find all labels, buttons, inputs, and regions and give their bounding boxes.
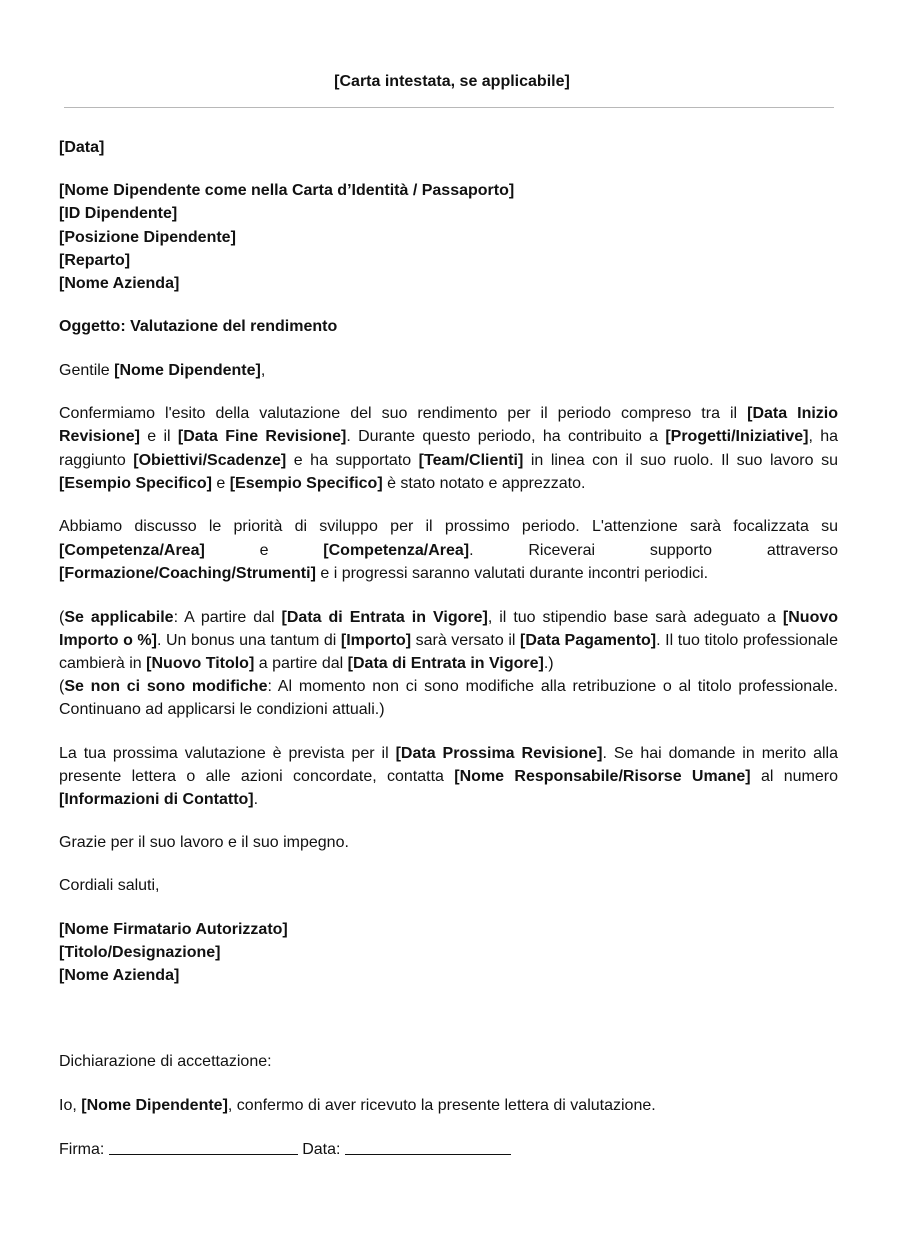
signatory-name: [Nome Firmatario Autorizzato]	[59, 920, 288, 938]
signatory-company: [Nome Azienda]	[59, 966, 180, 984]
closing-line: Cordiali saluti,	[59, 877, 160, 895]
signature-field[interactable]	[109, 1153, 298, 1155]
recipient-department: [Reparto]	[59, 251, 131, 269]
signature-label: Firma:	[59, 1140, 109, 1158]
paragraph-review-outcome: Confermiamo l'esito della valutazione del suo rendimento per il periodo compreso tra il [Data Inizio Revisione] e il [Data Fine Revisione]. Durante questo periodo, ha contribuito a [Progetti/Iniziative], ha raggiunto [Obiettivi/Scadenze] e ha supportato [Team/Clienti] in linea con il suo ruolo. Il suo lavoro su [Esempio Specifico] e [Esempio Specifico] è stato notato e apprezzato.	[59, 405, 839, 492]
recipient-company: [Nome Azienda]	[59, 275, 180, 293]
paragraph-next-review: La tua prossima valutazione è prevista per il [Data Prossima Revisione]. Se hai domande in merito alla presente lettera o alle azioni concordate, contatta [Nome Responsabile/Risorse Umane] al numero [Informazioni di Contatto].	[59, 744, 839, 808]
recipient-id: [ID Dipendente]	[59, 205, 178, 223]
header-divider	[64, 107, 834, 108]
letter-date: [Data]	[59, 139, 105, 156]
acceptance-statement: Io, [Nome Dipendente], confermo di aver ricevuto la presente lettera di valutazione.	[59, 1096, 656, 1114]
date-label: Data:	[297, 1140, 345, 1158]
recipient-name: [Nome Dipendente come nella Carta d’Identità / Passaporto]	[59, 182, 515, 200]
letterhead: [Carta intestata, se applicabile]	[334, 73, 570, 90]
signatory-title: [Titolo/Designazione]	[59, 943, 221, 961]
paragraph-no-changes: (Se non ci sono modifiche: Al momento non ci sono modifiche alla retribuzione o al titolo professionale. Continuano ad applicarsi le condizioni attuali.)	[59, 678, 838, 719]
greeting: Gentile [Nome Dipendente],	[59, 361, 266, 379]
paragraph-development: Abbiamo discusso le priorità di sviluppo per il prossimo periodo. L'attenzione sarà focalizzata su [Competenza/Area] e [Competenza/Area]. Riceverai supporto attraverso [Formazione/Coaching/Strumenti] e i progressi saranno valutati durante incontri periodici.	[59, 518, 839, 582]
date-field[interactable]	[345, 1153, 511, 1155]
paragraph-compensation-change: (Se applicabile: A partire dal [Data di Entrata in Vigore], il tuo stipendio base sarà adeguato a [Nuovo Importo o %]. Un bonus una tantum di [Importo] sarà versato il [Data Pagamento]. Il tuo titolo professionale cambierà in [Nuovo Titolo] a partire dal [Data di Entrata in Vigore].)	[59, 608, 839, 672]
subject-line: Oggetto: Valutazione del rendimento	[59, 318, 338, 336]
recipient-position: [Posizione Dipendente]	[59, 228, 236, 246]
signatory-block	[59, 918, 838, 988]
recipient-block	[59, 179, 838, 295]
thanks-line: Grazie per il suo lavoro e il suo impegno.	[59, 834, 349, 852]
acceptance-heading: Dichiarazione di accettazione:	[59, 1053, 272, 1071]
signature-row	[59, 1138, 838, 1161]
letter-body	[59, 136, 838, 1161]
greeting-name: [Nome Dipendente]	[114, 361, 261, 379]
